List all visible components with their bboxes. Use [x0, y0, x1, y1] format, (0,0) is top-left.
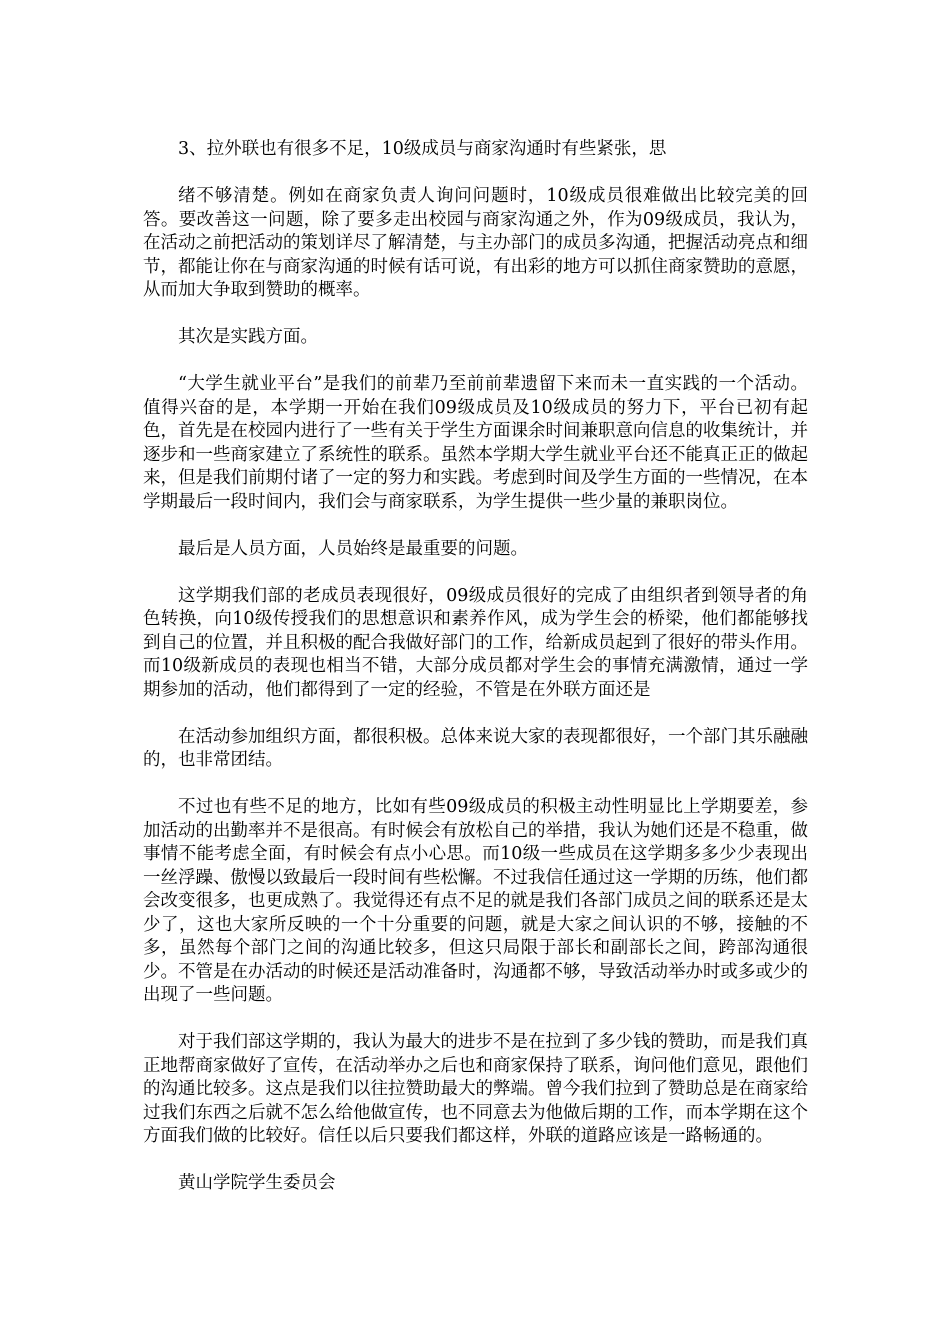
- paragraph-members-shortcomings: 不过也有些不足的地方，比如有些09级成员的积极主动性明显比上学期要差，参加活动的出勤率并不是很高。有时候会有放松自己的举措，我认为她们还是不稳重，做事情不能考虑全面，有时候会有点小心思。而10级一些成员在这学期多多少少表现出一丝浮躁、傲慢以致最后一段时间有些松懈。不过我信任通过这一学期的历练，他们都会改变很多，也更成熟了。我觉得还有点不足的就是我们各部门成员之间的联系还是太少了，这也大家所反映的一个十分重要的问题，就是大家之间认识的不够，接触的不多，虽然每个部门之间的沟通比较多，但这只局限于部长和副部长之间，跨部沟通很少。不管是在办活动的时候还是活动准备时，沟通都不够，导致活动举办时或多或少的出现了一些问题。: [143, 797, 808, 1005]
- paragraph-employment-platform: “大学生就业平台”是我们的前辈乃至前前辈遗留下来而未一直实践的一个活动。值得兴奋的是，本学期一开始在我们09级成员及10级成员的努力下，平台已初有起色，首先是在校园内进行了一些有关于学生方面课余时间兼职意向信息的收集统计，并逐步和一些商家建立了系统性的联系。虽然本学期大学生就业平台还不能真正正的做起来，但是我们前期付诸了一定的努力和实践。考虑到时间及学生方面的一些情况，在本学期最后一段时间内，我们会与商家联系，为学生提供一些少量的兼职岗位。: [143, 374, 808, 512]
- paragraph-activity-participation: 在活动参加组织方面，都很积极。总体来说大家的表现都很好，一个部门其乐融融的，也非常团结。: [143, 726, 808, 770]
- document-body: [143, 138, 808, 1196]
- paragraph-personnel-heading: 最后是人员方面，人员始终是最重要的问题。: [178, 538, 528, 559]
- paragraph-members-performance: 这学期我们部的老成员表现很好，09级成员很好的完成了由组织者到领导者的角色转换，向10级传授我们的思想意识和素养作风，成为学生会的桥梁，他们都能够找到自己的位置，并且积极的配合我做好部门的工作，给新成员起到了很好的带头作用。而10级新成员的表现也相当不错，大部分成员都对学生会的事情充满激情，通过一学期参加的活动，他们都得到了一定的经验，不管是在外联方面还是: [143, 585, 808, 700]
- signature-organization: 黄山学院学生委员会: [178, 1173, 336, 1193]
- paragraph-biggest-progress: 对于我们部这学期的，我认为最大的进步不是在拉到了多少钱的赞助，而是我们真正地帮商家做好了宣传，在活动举办之后也和商家保持了联系，询问他们意见，跟他们的沟通比较多。这点是我们以往拉赞助最大的弊端。曾今我们拉到了赞助总是在商家给过我们东西之后就不怎么给他做宣传，也不同意去为他做后期的工作，而本学期在这个方面我们做的比较好。信任以后只要我们都这样，外联的道路应该是一路畅通的。: [143, 1032, 808, 1146]
- paragraph-outreach-shortcomings: 3、拉外联也有很多不足，10级成员与商家沟通时有些紧张，思: [178, 139, 667, 159]
- paragraph-practice-heading: 其次是实践方面。: [178, 327, 318, 347]
- paragraph-outreach-improvement: 绪不够清楚。例如在商家负责人询问问题时，10级成员很难做出比较完美的回答。要改善这一问题，除了要多走出校园与商家沟通之外，作为09级成员，我认为，在活动之前把活动的策划详尽了解清楚，与主办部门的成员多沟通，把握活动亮点和细节，都能让你在与商家沟通的时候有话可说，有出彩的地方可以抓住商家赞助的意愿，从而加大争取到赞助的概率。: [143, 186, 808, 300]
